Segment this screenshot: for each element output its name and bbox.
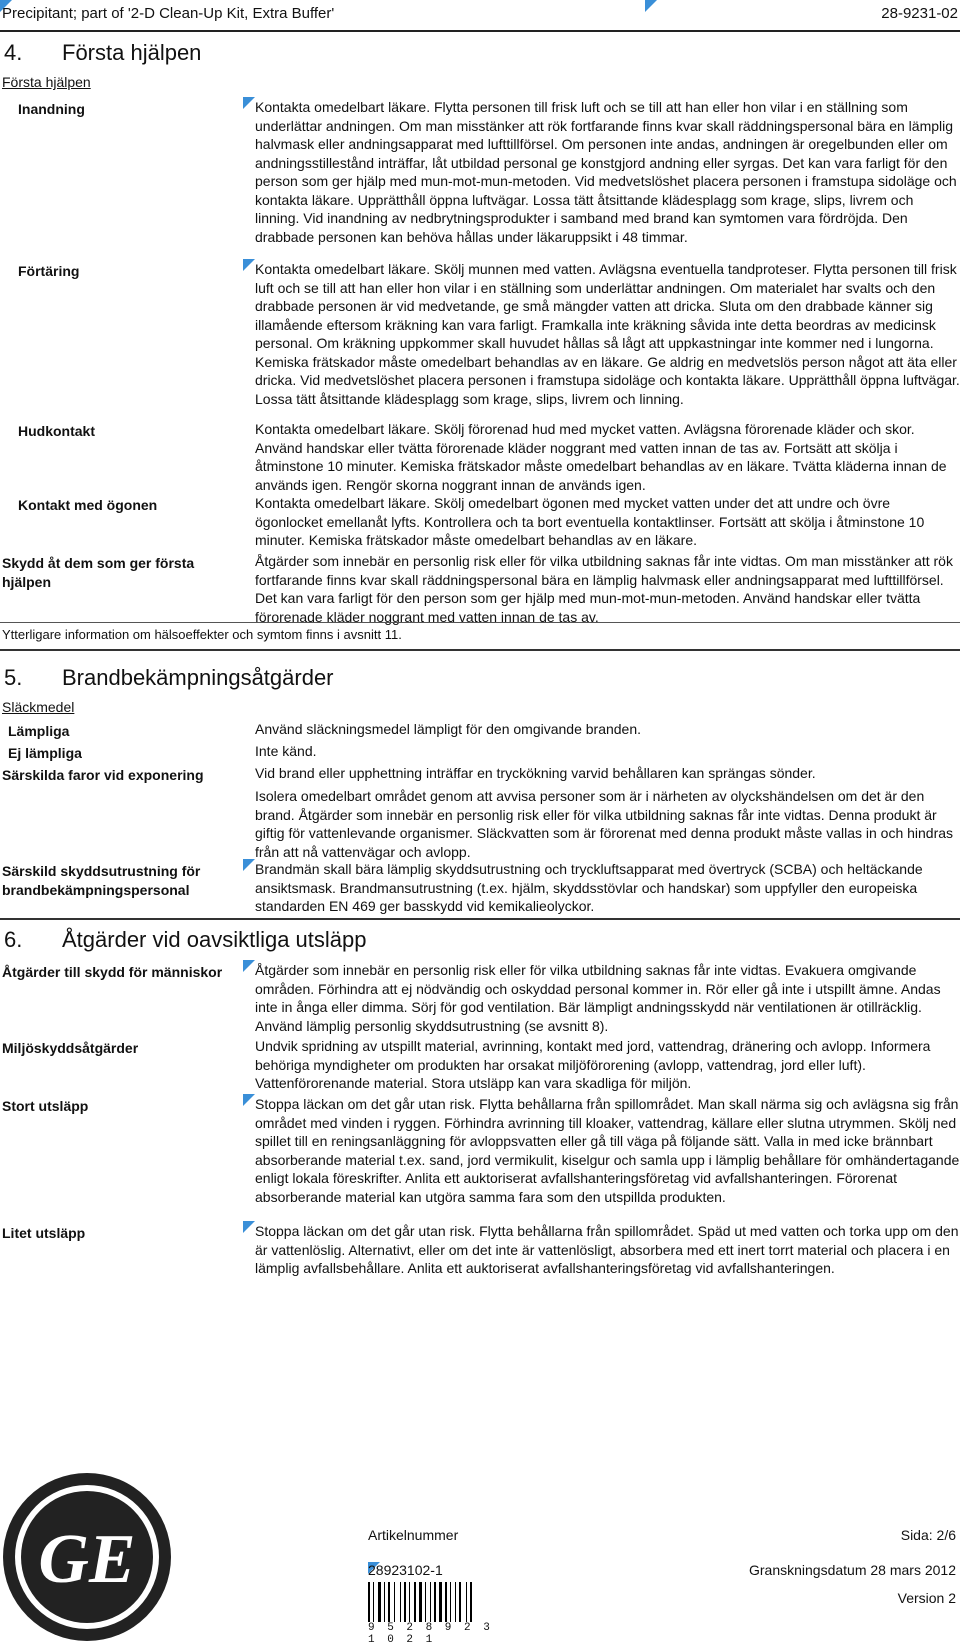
row-text-first-aider: Åtgärder som innebär en personlig risk eller för vilka utbildning saknas får inte vidtas. Om man misstänker att rök fortfarande finns kvar skall räddningspersonal bära en lämplig halvmask eller andningsapparat med lufttillförsel. Det kan vara farligt för den person som ger hjälp med mun-mot-mun-metoden. Använd handskar eller tvätta förorenade kläder noggrant med vatten innan de tas av. (255, 553, 953, 625)
section-divider (0, 918, 960, 920)
row-text-inhalation: Kontakta omedelbart läkare. Flytta personen till frisk luft och se till att han eller hon vilar i en ställning som underlättar andningen. Om man misstänker att rök fortfarande finns kvar skall räddningspersonal bära en lämplig halvmask eller andningsapparat med lufttillförsel. Om personen inte andas, andningen är oregelbunden eller om andningsstillestånd inträffar, låt utbildad personal ge konstgjord andning eller syrgas. Det kan vara farligt för den person som ger hjälp med mun-mot-mun-metoden. Vid medvetslöshet placera personen i framstupa sidoläge och kontakta läkare. Upprätthåll öppna luftvägar. Lossa tätt åtsittande klädesplagg som krage, slips, livrem och linning. Vid inandning av nedbrytningsprodukter i samband med brand kan symtomen vara fördröjda. Den drabbade personen kan behöva hållas under läkaruppsikt i 48 timmar. (255, 99, 957, 245)
row-label-eyes: Kontakt med ögonen (18, 497, 158, 513)
change-flag-icon (243, 960, 255, 972)
row-label-ingestion: Förtäring (18, 263, 80, 279)
row-label-small-spill: Litet utsläpp (2, 1225, 86, 1241)
row-text-personal-precautions: Åtgärder som innebär en personlig risk eller för vilka utbildning saknas får inte vidtas. Evakuera omgivande områden. Förhindra att ej nödvändig och oskyddad personal kommer in. Rör eller gå inte i utspillt ämne. Andas inte in ånga eller dimma. Sörj för god ventilation. Bär lämpligt andningsskydd när ventilationen är otillräcklig. Använd lämplig personlig skyddsutrustning (se avsnitt 8). (255, 962, 941, 1034)
row-text-environmental: Undvik spridning av utspillt material, avrinning, kontakt med jord, vattendrag, dränering och avlopp. Informera behöriga myndigheter om produkten har orsakat miljöförorening (avlopp, vattendrag, jord eller luft). Vattenförorenande material. Stora utsläpp kan vara skadliga för miljön. (255, 1038, 931, 1091)
page-number: Sida: 2/6 (900, 1527, 956, 1543)
section-4-note: Ytterligare information om hälsoeffekter och symtom finns i avsnitt 11. (2, 627, 402, 642)
row-label-first-aider: Skydd åt dem som ger första hjälpen (2, 555, 195, 590)
section-5-subtitle: Släckmedel (2, 699, 75, 715)
version: Version 2 (897, 1590, 956, 1606)
row-label-protective-equipment: Särskild skyddsutrustning för brandbekämpningspersonal (2, 863, 201, 898)
row-text-special-hazards: Vid brand eller upphettning inträffar en tryckökning varvid behållaren kan sprängas sönder. (255, 765, 816, 781)
row-text-skin: Kontakta omedelbart läkare. Skölj förorenad hud med mycket vatten. Avlägsna förorenade kläder och skor. Använd handskar eller tvätta förorenade kläder noggrant med vatten innan de tas av. Fortsätt att skölja i åtminstone 10 minuter. Kemiska frätskador måste omedelbart behandlas av en läkare. Tvätta kläderna innan de används igen. Rengör skorna noggrant innan de används igen. (255, 421, 947, 493)
change-flag-icon (243, 859, 255, 871)
row-text-small-spill: Stoppa läckan om det går utan risk. Flytta behållarna från spillområdet. Späd ut med vatten och torka upp om den är vattenlöslig. Alternativt, eller om det inte är vattenlösligt, absorbera med ett inert torrt material och placera i en lämplig avfallsbehållare. Anlita ett auktoriserat avfallshanteringsföretag vid avfallshanteringen. (255, 1223, 959, 1276)
article-number: 28923102-1 (368, 1562, 443, 1578)
ge-logo (0, 1470, 175, 1645)
row-text-protective-equipment: Brandmän skall bära lämplig skyddsutrustning och tryckluftsapparat med övertryck (SCBA) och heltäckande ansiktsmask. Brandmansutrustning (t.ex. hjälm, skyddsstövlar och handskar) som uppfyller den europeiska standarden EN 469 ger basskydd vid kemikalieolyckor. (255, 861, 923, 914)
change-flag-icon (243, 1221, 255, 1233)
row-label-unsuitable: Ej lämpliga (8, 745, 82, 761)
row-text-suitable: Använd släckningsmedel lämpligt för den omgivande branden. (255, 721, 642, 737)
product-code: 28-9231-02 (881, 5, 958, 22)
row-text-isolation: Isolera omedelbart området genom att avvisa personer som är i närheten av olyckshändelsen om det är den brand. Åtgärder som innebär en personlig risk eller för vilka utbildning saknas får inte vidtas. Denna produkt är giftig för vattenlevande organismer. Släckvatten som är förorenat med denna produkt måste vallas in och hindras från att nå vattenvägar och avlopp. (255, 788, 954, 860)
row-label-personal-precautions: Åtgärder till skydd för människor (2, 964, 223, 980)
section-6-title: 6. Åtgärder vid oavsiktliga utsläpp (4, 927, 367, 952)
section-5-title: 5. Brandbekämpningsåtgärder (4, 665, 334, 690)
change-flag-icon (243, 1094, 255, 1106)
row-label-inhalation: Inandning (18, 101, 85, 117)
row-text-unsuitable: Inte känd. (255, 743, 317, 759)
barcode-digits: 9 5 2 8 9 2 3 1 0 2 1 (368, 1622, 493, 1646)
divider (0, 622, 960, 623)
row-label-skin: Hudkontakt (18, 423, 95, 439)
row-label-special-hazards: Särskilda faror vid exponering (2, 767, 204, 783)
row-text-large-spill: Stoppa läckan om det går utan risk. Flytta behållarna från spillområdet. Man skall närma sig och avlägsna sig från området med vinden i ryggen. Förhindra avrinning till kloaker, vattendrag, källare eller slutna utrymmen. Skölj ned spillet till en reningsanläggning för avloppsvatten eller gå till väga på följande sätt. Valla in med icke brännbart absorberande material t.ex. sand, jord vermikulit, kiselgur och samla upp i lämplig behållare för omhändertagande enligt lokala föreskrifter. Anlita ett auktoriserat avfallshanteringsföretag vid avfallshanteringen. Förorenat absorberande material kan utgöra samma fara som den utspillda produkten. (255, 1096, 960, 1205)
row-text-ingestion: Kontakta omedelbart läkare. Skölj munnen med vatten. Avlägsna eventuella tandproteser. Flytta personen till frisk luft och se till att han eller hon vilar i en ställning som underlättar andningen. Om materialet har svalts och den drabbade personen är vid medvetande, ge små mängder vatten att dricka. Sluta om den drabbade känner sig illamående eftersom kräkning kan vara farligt. Framkalla inte kräkning såvida inte detta beordras av medicinsk personal. Om kräkning uppkommer skall huvudet hållas så lågt att uppkastningar inte kommer ned i lungorna. Kemiska frätskador måste omedelbart behandlas av en läkare. Ge aldrig en medvetslös person något att äta eller dricka. Vid medvetslöshet placera personen i framstupa sidoläge och kontakta läkare. Upprätthåll öppna luftvägar. Lossa tätt åtsittande klädesplagg som krage, slips, livrem och linning. (255, 261, 960, 407)
row-label-suitable: Lämpliga (8, 723, 70, 739)
article-label: Artikelnummer (368, 1527, 459, 1543)
page-header (0, 0, 960, 32)
section-4-subtitle: Första hjälpen (2, 74, 91, 90)
change-flag-icon (243, 259, 255, 271)
row-label-large-spill: Stort utsläpp (2, 1098, 89, 1114)
change-flag-icon (645, 0, 657, 12)
row-text-eyes: Kontakta omedelbart läkare. Skölj omedelbart ögonen med mycket vatten under det att undre och övre ögonlocket emellanåt lyfts. Kontrollera och ta bort eventuella kontaktlinser. Fortsätt att skölja i åtminstone 10 minuter. Kemiska frätskador måste omedelbart behandlas av en läkare. (255, 495, 925, 548)
section-divider (0, 649, 960, 651)
change-flag-icon (243, 97, 255, 109)
review-date: Granskningsdatum 28 mars 2012 (749, 1562, 956, 1578)
section-4-title: 4. Första hjälpen (4, 40, 202, 65)
row-label-environmental: Miljöskyddsåtgärder (2, 1040, 139, 1056)
barcode (368, 1582, 508, 1622)
product-title: Precipitant; part of '2-D Clean-Up Kit, Extra Buffer' (2, 5, 335, 22)
svg-text:GE: GE (38, 1521, 136, 1598)
